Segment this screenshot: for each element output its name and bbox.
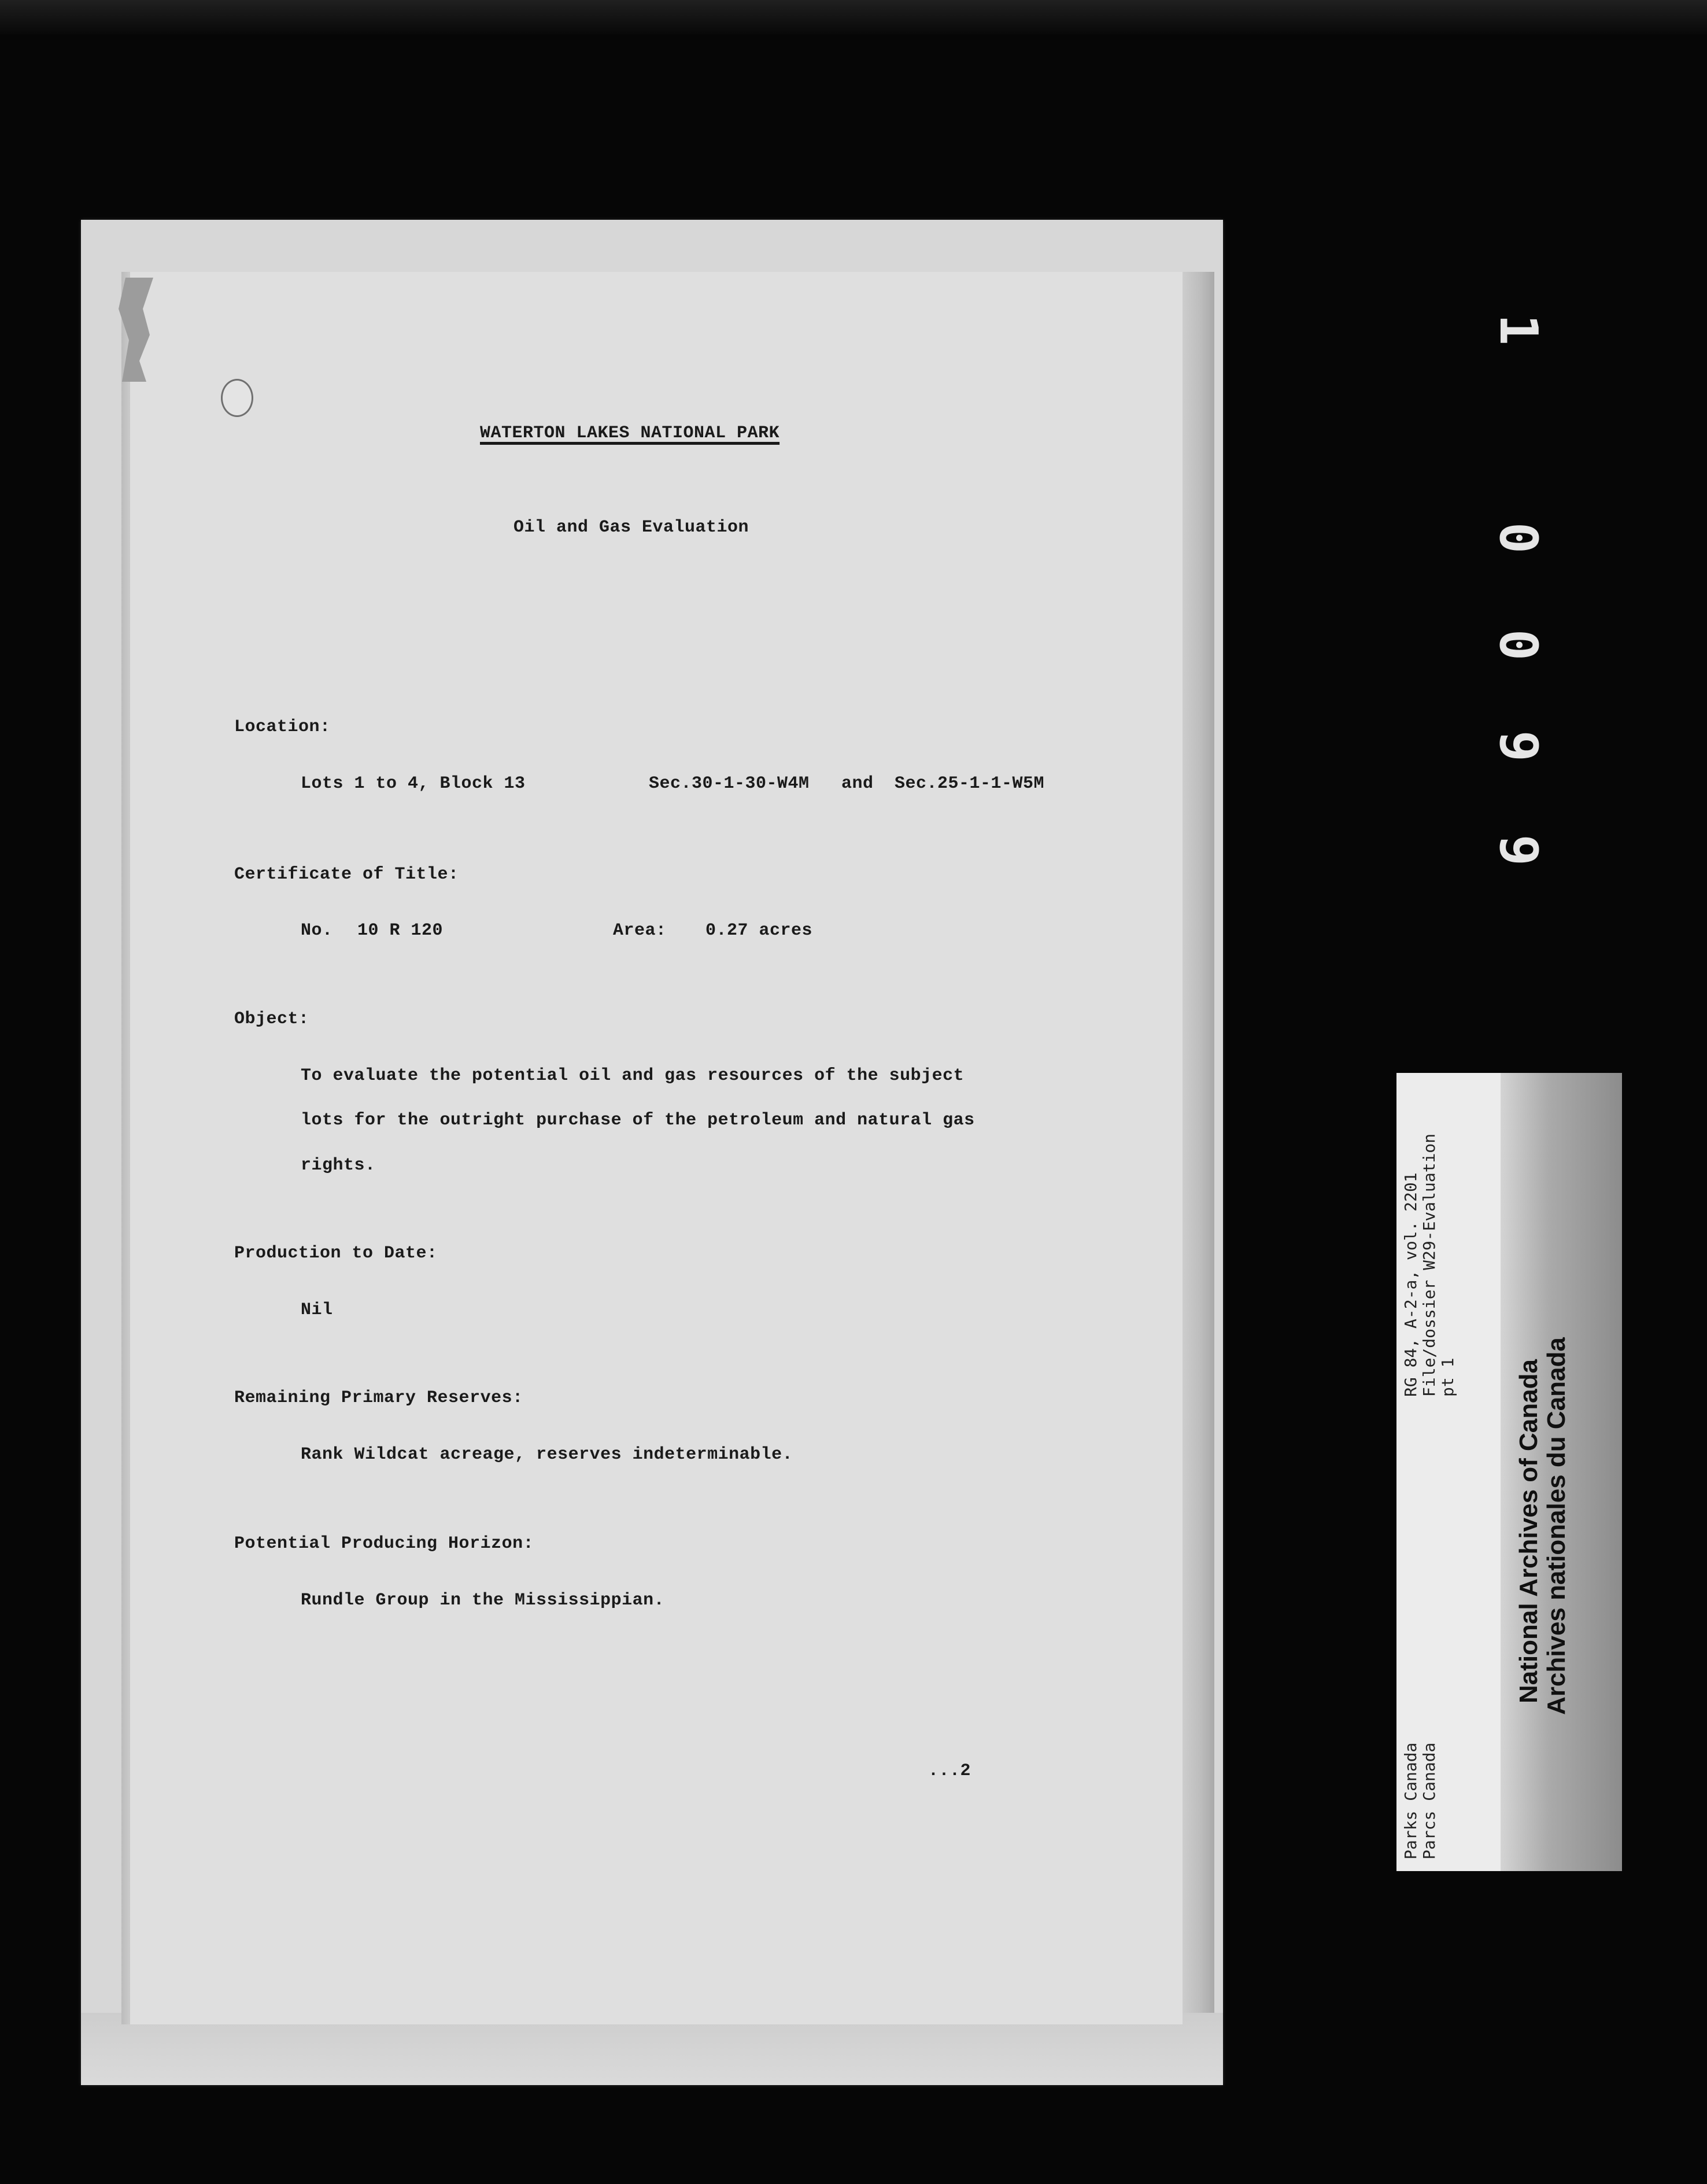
frame-digit: 1	[1488, 313, 1549, 346]
location-lots: Lots 1 to 4, Block 13	[301, 774, 526, 794]
agency-en: Parks Canada	[1401, 1742, 1420, 1860]
section-heading-location: Location:	[234, 717, 331, 737]
agency-fr: Parcs Canada	[1420, 1742, 1439, 1860]
punch-hole	[221, 379, 253, 417]
location-section-1: Sec.30-1-30-W4M	[649, 774, 810, 794]
frame-digit: 9	[1488, 730, 1549, 762]
certificate-number: 10 R 120	[357, 921, 444, 940]
object-line-2: lots for the outright purchase of the petroleum and natural gas	[301, 1111, 975, 1130]
area-value: 0.27 acres	[705, 921, 813, 940]
archive-name-fr: Archives nationales du Canada	[1542, 1337, 1571, 1715]
folder-edge-right	[1180, 272, 1214, 2024]
archive-label-logo-panel	[1501, 1073, 1622, 1871]
section-heading-horizon: Potential Producing Horizon:	[234, 1534, 534, 1554]
horizon-value: Rundle Group in the Mississippian.	[301, 1591, 665, 1610]
section-heading-certificate: Certificate of Title:	[234, 865, 459, 884]
frame-digit: 0	[1488, 629, 1549, 661]
location-and: and	[841, 774, 874, 794]
object-line-3: rights.	[301, 1156, 376, 1175]
section-heading-production: Production to Date:	[234, 1244, 438, 1263]
reference-line-3: pt 1	[1438, 1357, 1457, 1397]
page-continuation: ...2	[928, 1761, 971, 1781]
object-line-1: To evaluate the potential oil and gas resources of the subject	[301, 1066, 965, 1086]
location-section-2: Sec.25-1-1-W5M	[895, 774, 1045, 794]
frame-digit: 0	[1488, 522, 1549, 554]
film-edge	[0, 0, 1707, 35]
section-heading-object: Object:	[234, 1009, 309, 1029]
archive-label	[1396, 1073, 1622, 1871]
section-heading-reserves: Remaining Primary Reserves:	[234, 1388, 523, 1408]
film-frame-number	[1488, 304, 1549, 882]
reserves-value: Rank Wildcat acreage, reserves indeterminable.	[301, 1445, 793, 1464]
frame-digit: 9	[1488, 834, 1549, 866]
archive-name-en: National Archives of Canada	[1514, 1359, 1543, 1703]
reference-line-2: File/dossier W29-Evaluation	[1420, 1133, 1439, 1397]
production-value: Nil	[301, 1300, 333, 1320]
archive-label-reference-panel	[1396, 1073, 1501, 1871]
document-title: WATERTON LAKES NATIONAL PARK	[480, 423, 780, 443]
reference-line-1: RG 84, A-2-a, vol. 2201	[1401, 1172, 1420, 1397]
certificate-no-label: No.	[301, 921, 333, 940]
document-subtitle: Oil and Gas Evaluation	[513, 518, 749, 537]
area-label: Area:	[613, 921, 667, 940]
